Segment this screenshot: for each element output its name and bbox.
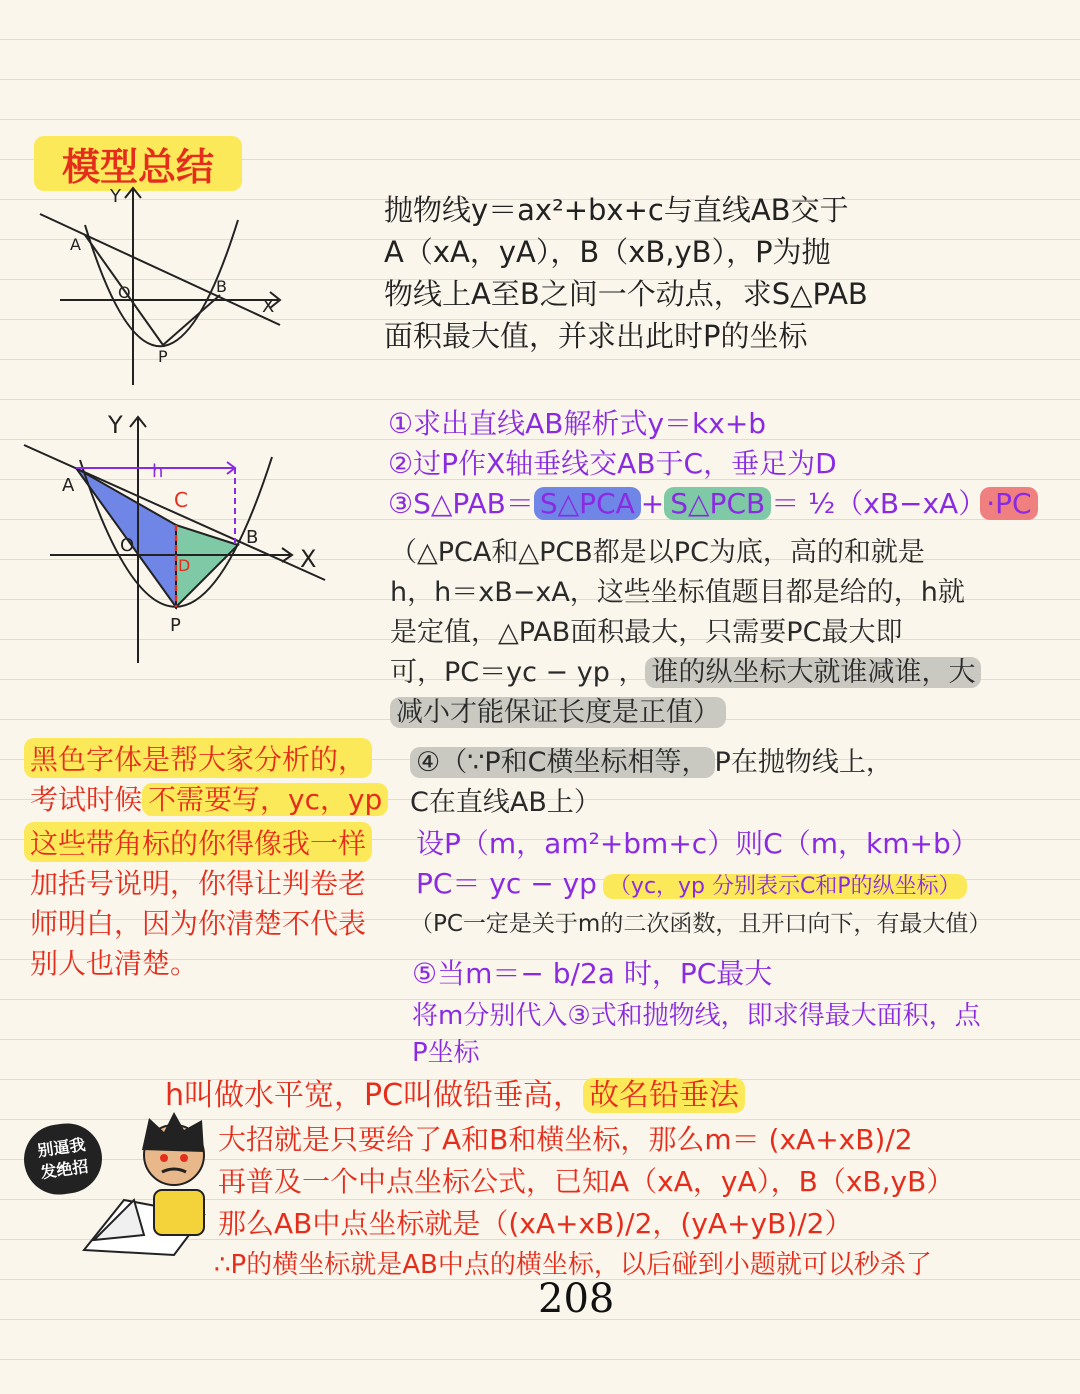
step-2: ②过P作X轴垂线交AB于C，垂足为D — [388, 447, 837, 480]
side-note-2 — [30, 778, 388, 818]
side-note-6: 别人也清楚。 — [30, 947, 199, 980]
fig2-b-label: B — [246, 527, 259, 548]
step-3-pc: ·PC — [980, 487, 1037, 520]
step-3-plus: + — [640, 487, 665, 520]
fig2-o-label: O — [120, 535, 135, 556]
sticker-text: 别逼我发绝招 — [36, 1134, 90, 1183]
problem-line-4: 面积最大值，并求出此时P的坐标 — [384, 319, 808, 353]
explain-line-4 — [390, 650, 981, 689]
explain-line-3: 是定值，△PAB面积最大，只需要PC最大即 — [390, 617, 903, 648]
parabola-figure-2 — [20, 405, 340, 675]
explain-line-5 — [390, 690, 726, 729]
step-5: ⑤当m＝− b/2a 时，PC最大 — [412, 957, 773, 990]
summary-line-4: 那么AB中点坐标就是（(xA+xB)/2，(yA+yB)/2） — [218, 1207, 853, 1240]
side-note-2b: 不需要写，yc，yp — [142, 783, 388, 816]
summary-line-1 — [165, 1070, 745, 1114]
step-5-line-3: P坐标 — [412, 1038, 480, 1068]
explain-line-2: h，h＝xB−xA，这些坐标值题目都是给的，h就 — [390, 577, 965, 608]
summary-names: h叫做水平宽，PC叫做铅垂高， — [165, 1078, 584, 1113]
fig2-p-label: P — [170, 615, 181, 636]
side-note-1: 黑色字体是帮大家分析的， — [24, 738, 372, 778]
step-3-lhs: ③S△PAB＝ — [388, 487, 534, 520]
step-4-pc-note: （yc，yp 分别表示C和P的纵坐标） — [603, 874, 967, 899]
page-number: 208 — [538, 1276, 615, 1322]
problem-line-3: 物线上A至B之间一个动点，求S△PAB — [384, 277, 868, 311]
explain-note-end: 减小才能保证长度是正值） — [390, 697, 726, 728]
step-4-pc: PC＝ yc − yp — [416, 867, 597, 900]
step-5-line-2: 将m分别代入③式和抛物线，即求得最大面积，点 — [412, 1001, 981, 1031]
step-4-reason-2: P在抛物线上， — [714, 747, 893, 778]
side-note-5: 师明白，因为你清楚不代表 — [30, 907, 367, 940]
summary-method: 故名铅垂法 — [583, 1078, 745, 1113]
step-3-area-pcb: S△PCB — [664, 487, 771, 520]
fig2-a-label: A — [62, 475, 75, 496]
step-4-line-1 — [410, 740, 893, 779]
summary-line-2: 大招就是只要给了A和B和横坐标，那么m＝ (xA+xB)/2 — [218, 1123, 913, 1156]
step-4-reason: ④（∵P和C横坐标相等， — [410, 747, 715, 778]
step-4-line-4 — [416, 862, 967, 902]
fig1-p-label: P — [158, 347, 168, 366]
fig1-x-label: X — [262, 296, 275, 317]
parabola-figure-1 — [30, 180, 300, 395]
problem-line-1: 抛物线y＝ax²+bx+c与直线AB交于 — [384, 193, 849, 227]
explain-line-1: （△PCA和△PCB都是以PC为底，高的和就是 — [390, 537, 925, 568]
fig2-h-label: h — [152, 461, 164, 482]
fig2-d-label: D — [178, 556, 191, 575]
explain-note: 谁的纵坐标大就谁减谁，大 — [645, 657, 981, 688]
fig2-y-label: Y — [108, 411, 123, 439]
side-note-4: 加括号说明，你得让判卷老 — [30, 867, 367, 900]
step-1: ①求出直线AB解析式y＝kx+b — [388, 407, 767, 440]
fig1-b-label: B — [216, 277, 227, 296]
step-4-line-2: C在直线AB上） — [410, 787, 601, 818]
explain-pc-formula: 可，PC＝yc − yp ， — [390, 657, 646, 688]
step-4-line-3: 设P（m，am²+bm+c）则C（m，km+b） — [416, 827, 979, 860]
step-3-half-h: ＝ ½（xB−xA） — [771, 487, 973, 520]
fig1-y-label: Y — [110, 186, 121, 207]
page-title: 模型总结 — [34, 136, 242, 191]
step-3 — [388, 482, 1038, 522]
side-note-3: 这些带角标的你得像我一样 — [24, 822, 372, 862]
summary-line-3: 再普及一个中点坐标公式，已知A（xA，yA），B（xB,yB） — [218, 1165, 955, 1198]
step-4-line-5: （PC一定是关于m的二次函数，且开口向下，有最大值） — [410, 911, 992, 937]
problem-line-2: A（xA，yA），B（xB,yB），P为抛 — [384, 235, 831, 269]
cartoon-sticker — [24, 1110, 214, 1260]
step-3-area-pca: S△PCA — [534, 487, 641, 520]
summary-line-5: ∴P的横坐标就是AB中点的横坐标，以后碰到小题就可以秒杀了 — [214, 1250, 932, 1280]
fig2-x-label: X — [300, 545, 317, 573]
fig1-o-label: O — [118, 283, 131, 302]
fig2-c-label: C — [174, 488, 188, 512]
fig1-a-label: A — [70, 235, 81, 254]
side-note-2a: 考试时候 — [30, 783, 143, 816]
